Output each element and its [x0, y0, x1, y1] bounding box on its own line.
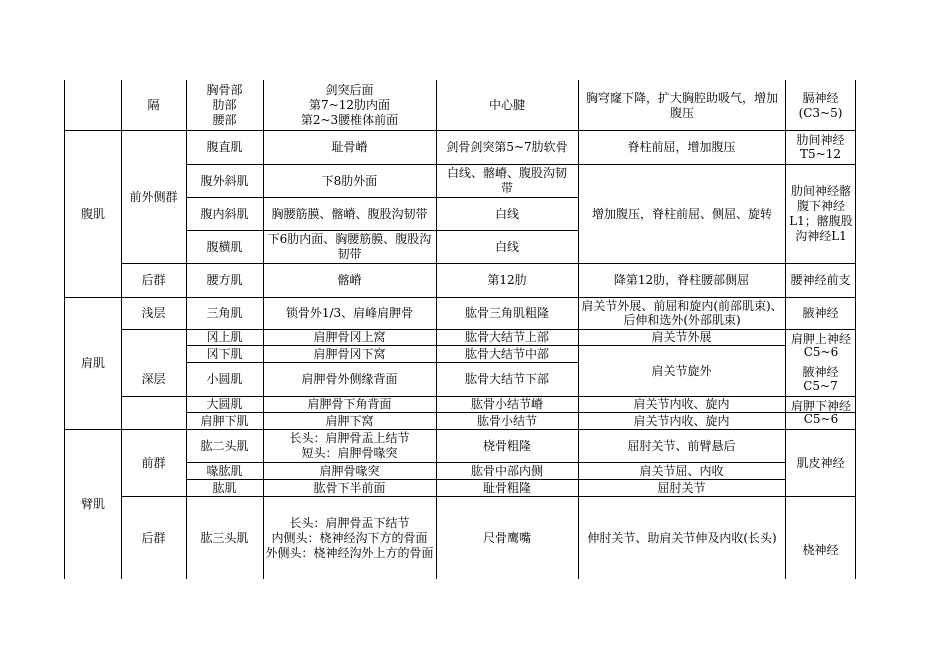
nerve-cell: 肌皮神经: [796, 455, 845, 470]
muscle-name-cell: 腰方肌: [206, 273, 243, 287]
origin-cell: 肩胛骨冈下窝: [313, 346, 386, 361]
muscle-name-cell: 腹直肌: [206, 140, 243, 154]
origin-cell: 下8肋外面: [321, 173, 378, 188]
nerve-cell: 腰神经前支: [790, 273, 851, 287]
action-cell: 伸肘关节、助肩关节伸及内收(长头): [587, 530, 777, 545]
muscle-name-cell: 冈下肌: [206, 346, 243, 361]
subgroup-label: 深层: [141, 372, 166, 386]
nerve-cell: 肩胛下神经C5~6: [790, 398, 851, 426]
group-label-abdomen: 腹肌: [80, 206, 105, 221]
nerve-cell: 肋间神经髂腹下神经L1；髂腹股沟神经L1: [789, 184, 853, 243]
muscle-name-cell: 三角肌: [206, 306, 243, 320]
nerve-cell: 腋神经 C5~7: [802, 365, 839, 393]
muscle-name-cell: 冈上肌: [206, 330, 243, 344]
insertion-cell: 肱骨三角肌粗隆: [464, 306, 549, 320]
insertion-cell: 白线、髂嵴、腹股沟韧带: [446, 166, 567, 195]
insertion-cell: 肱骨中部内侧: [470, 463, 543, 478]
action-cell: 肩关节内收、旋内: [633, 397, 730, 411]
subgroup-label: 后群: [141, 273, 166, 287]
insertion-cell: 肱骨大结节上部: [464, 330, 549, 344]
insertion-cell: 耻骨粗隆: [482, 480, 531, 495]
origin-cell: 肩胛骨冈上窝: [313, 330, 386, 344]
action-cell: 胸穹窿下降，扩大胸腔助吸气，增加腹压: [585, 90, 778, 120]
nerve-cell: 肩胛上神经C5~6: [790, 331, 851, 359]
origin-cell: 长头：肩胛骨盂下结节 内侧头：桡神经沟下方的骨面 外侧头：桡神经沟外上方的骨面: [265, 515, 434, 560]
origin-cell: 剑突后面 第7~12肋内面 第2~3腰椎体前面: [300, 83, 399, 127]
insertion-cell: 中心腱: [488, 98, 525, 112]
insertion-cell: 肱骨大结节下部: [464, 372, 549, 386]
origin-cell: 髂嵴: [337, 273, 362, 287]
group-label-arm: 臂肌: [80, 497, 105, 511]
muscle-part-cell: 胸骨部 肋部 腰部: [206, 83, 243, 127]
origin-cell: 下6肋内面、胸腰筋膜、腹股沟韧带: [267, 232, 432, 261]
action-cell: 屈肘关节: [657, 480, 706, 495]
subgroup-label: 前外侧群: [129, 189, 178, 204]
origin-cell: 锁骨外1/3、肩峰肩胛骨: [285, 306, 414, 320]
muscle-name-cell: 肩胛下肌: [200, 413, 249, 428]
origin-cell: 肩胛骨喙突: [319, 463, 380, 478]
muscle-name-cell: 腹外斜肌: [200, 173, 249, 188]
origin-cell: 长头：肩胛骨盂上结节 短头：肩胛骨喙突: [289, 431, 410, 460]
subgroup-label: 前群: [141, 455, 166, 470]
insertion-cell: 肱骨小结节嵴: [470, 397, 543, 411]
muscle-name-cell: 喙肱肌: [206, 463, 243, 478]
insertion-cell: 肱骨小结节: [476, 413, 537, 428]
action-cell: 肩关节外展: [651, 330, 712, 344]
origin-cell: 肩胛下窝: [325, 413, 374, 428]
action-cell: 肩关节外展、前屈和旋内(前部肌束)、后伸和选外(外部肌束): [581, 299, 783, 327]
origin-cell: 肩胛骨外侧缘背面: [301, 372, 398, 386]
subgroup-label: 浅层: [141, 306, 166, 320]
origin-cell: 耻骨嵴: [331, 140, 368, 154]
muscle-name-cell: 肱二头肌: [200, 438, 249, 453]
group-label-shoulder: 肩肌: [80, 356, 105, 370]
action-cell: 脊柱前屈，增加腹压: [627, 140, 736, 154]
action-cell: 屈肘关节、前臂悬后: [627, 438, 736, 453]
subgroup-label: 后群: [141, 530, 166, 545]
muscle-name-cell: 小圆肌: [206, 372, 243, 386]
action-cell: 增加腹压，脊柱前屈、侧屈、旋转: [591, 206, 772, 221]
action-cell: 肩关节屈、内收: [639, 463, 724, 478]
insertion-cell: 第12肋: [487, 273, 527, 287]
nerve-cell: 肋间神经 T5~12: [796, 133, 845, 161]
muscle-name-cell: 肱三头肌: [200, 530, 249, 545]
action-cell: 降第12肋，脊柱腰部侧屈: [613, 273, 750, 287]
insertion-cell: 桡骨粗隆: [482, 438, 531, 453]
nerve-cell: 腋神经: [802, 306, 839, 320]
origin-cell: 肩胛骨下角背面: [307, 397, 392, 411]
insertion-cell: 白线: [494, 239, 519, 254]
insertion-cell: 剑骨剑突第5~7肋软骨: [446, 140, 568, 154]
muscle-name-cell: 肱肌: [212, 480, 237, 495]
muscle-name-cell: 大圆肌: [206, 397, 243, 411]
insertion-cell: 白线: [494, 206, 519, 221]
nerve-cell: 桡神经: [802, 542, 839, 557]
insertion-cell: 尺骨鹰嘴: [482, 530, 531, 545]
origin-cell: 胸腰筋膜、髂嵴、腹股沟韧带: [271, 206, 428, 221]
nerve-cell: 膈神经 (C3~5): [798, 90, 843, 120]
muscle-name-cell: 隔: [147, 98, 160, 112]
action-cell: 肩关节旋外: [651, 363, 712, 378]
muscle-name-cell: 腹横肌: [206, 239, 243, 254]
muscle-name-cell: 腹内斜肌: [200, 206, 249, 221]
insertion-cell: 肱骨大结节中部: [464, 346, 549, 361]
origin-cell: 肱骨下半前面: [313, 480, 386, 495]
action-cell: 肩关节内收、旋内: [633, 413, 730, 428]
